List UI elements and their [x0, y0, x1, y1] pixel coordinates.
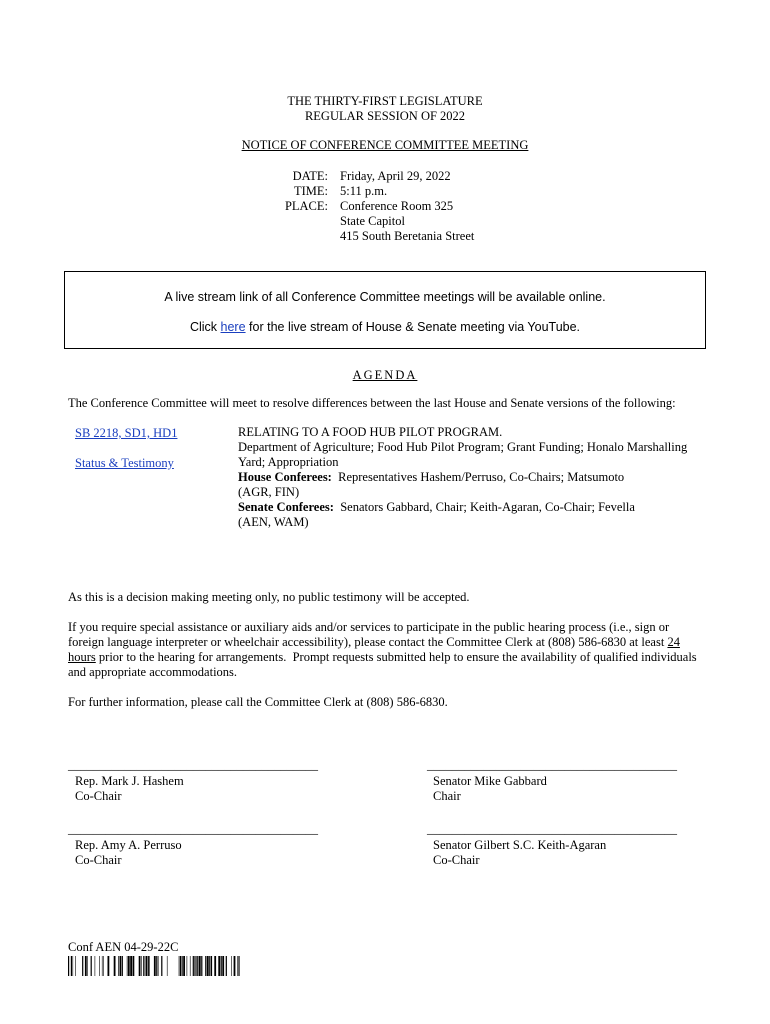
barcode-bar [143, 956, 144, 976]
barcode-bar [197, 956, 198, 976]
signer-title: Chair [433, 789, 461, 803]
house-conferees-names: Representatives Hashem/Perruso, Co-Chairs; Matsumoto [331, 470, 625, 484]
barcode-bar [214, 956, 216, 976]
bill-description: Yard; Appropriation [238, 455, 339, 469]
barcode-bar [179, 956, 180, 976]
live-stream-prefix: Click [189, 320, 221, 334]
barcode-bar [114, 956, 116, 976]
live-stream-notice-box [64, 271, 706, 349]
senate-conferees [238, 500, 635, 516]
no-testimony-notice: As this is a decision making meeting only, no public testimony will be accepted. [68, 590, 470, 604]
live-stream-text: A live stream link of all Conference Committee meetings will be available online. [164, 290, 606, 304]
place-label: PLACE: [284, 199, 328, 213]
barcode-bar [190, 956, 191, 976]
barcode-bar [218, 956, 220, 976]
barcode-bar [154, 956, 156, 976]
status-testimony-link[interactable]: Status & Testimony [75, 456, 174, 470]
barcode-bar [148, 956, 149, 976]
barcode-bar [239, 956, 240, 976]
barcode-bar [193, 956, 194, 976]
signer-name: Senator Gilbert S.C. Keith-Agaran [433, 838, 607, 852]
barcode-bar [73, 956, 74, 976]
house-committees: (AGR, FIN) [238, 485, 300, 499]
signature-line: ________________________________________ [427, 758, 677, 772]
barcode-bar [201, 956, 202, 976]
barcode-bar [133, 956, 135, 976]
barcode-bar [82, 956, 83, 976]
barcode-bar [161, 956, 162, 976]
session-heading: REGULAR SESSION OF 2022 [304, 109, 466, 123]
barcode-bar [75, 956, 76, 976]
barcode-bar [122, 956, 123, 976]
place-line: 415 South Beretania Street [340, 229, 475, 243]
date-label: DATE: [292, 169, 328, 183]
agenda-heading [0, 368, 770, 384]
senate-conferees-names: Senators Gabbard, Chair; Keith-Agaran, Co-Chair; Fevella [333, 500, 635, 514]
barcode-bar [167, 956, 168, 976]
barcode-bar [120, 956, 121, 976]
assistance-paragraph [68, 635, 680, 651]
further-info: For further information, please call the Committee Clerk at (808) 586-6830. [68, 695, 448, 709]
signer-name: Senator Mike Gabbard [433, 774, 547, 788]
live-stream-suffix: for the live stream of House & Senate meeting via YouTube. [245, 320, 581, 334]
barcode-bar [231, 956, 232, 976]
barcode-bar [209, 956, 210, 976]
barcode-bar [127, 956, 128, 976]
signer-title: Co-Chair [75, 853, 122, 867]
barcode-icon [68, 956, 243, 976]
agenda-intro: The Conference Committee will meet to resolve differences between the last House and Senate versions of the following: [68, 396, 676, 410]
live-stream-here-link[interactable]: here [220, 320, 246, 334]
senate-conferees-label: Senate Conferees: [238, 500, 334, 514]
notice-title-text: NOTICE OF CONFERENCE COMMITTEE MEETING [241, 138, 529, 152]
signature-line: ________________________________________ [68, 758, 318, 772]
barcode-bar [91, 956, 92, 976]
assistance-hours-underlined: hours [68, 650, 96, 664]
signer-title: Co-Chair [433, 853, 480, 867]
barcode-bar [68, 956, 69, 976]
barcode-bar [237, 956, 238, 976]
barcode-bar [118, 956, 119, 976]
agenda-heading-text: AGENDA [352, 368, 418, 382]
live-stream-link-line [65, 320, 705, 334]
barcode-bar [238, 956, 239, 976]
barcode-bar [87, 956, 88, 976]
barcode-bar [182, 956, 183, 976]
barcode-bar [146, 956, 147, 976]
barcode-bar [95, 956, 96, 976]
barcode-bar [180, 956, 181, 976]
barcode-bar [194, 956, 195, 976]
barcode-bar [99, 956, 100, 976]
assistance-text: foreign language interpreter or wheelchair accessibility), please contact the Committee Clerk at (808) 586-6830 at least [68, 635, 668, 649]
barcode-bar [199, 956, 201, 976]
assistance-hours-underlined: 24 [667, 635, 680, 649]
place-line: State Capitol [340, 214, 405, 228]
assistance-paragraph [68, 650, 697, 666]
barcode-bar [211, 956, 212, 976]
barcode-bar [141, 956, 142, 976]
barcode-bar [85, 956, 87, 976]
signer-title: Co-Chair [75, 789, 122, 803]
barcode-bar [149, 956, 150, 976]
barcode-bar [102, 956, 103, 976]
barcode-bar [221, 956, 222, 976]
barcode-bar [183, 956, 185, 976]
barcode-bar [234, 956, 236, 976]
signature-line: ________________________________________ [68, 822, 318, 836]
signer-name: Rep. Mark J. Hashem [75, 774, 184, 788]
barcode-bar [103, 956, 104, 976]
date-value: Friday, April 29, 2022 [340, 169, 451, 183]
barcode-bar [207, 956, 209, 976]
barcode-bar [205, 956, 206, 976]
house-conferees-label: House Conferees: [238, 470, 332, 484]
barcode-bar [139, 956, 141, 976]
bill-number-link[interactable]: SB 2218, SD1, HD1 [75, 426, 178, 440]
notice-title [0, 138, 770, 154]
barcode-bar [187, 956, 188, 976]
barcode-bar [128, 956, 130, 976]
assistance-paragraph: If you require special assistance or auxiliary aids and/or services to participate in the public hearing process (i.e., sign or [68, 620, 670, 634]
place-line: Conference Room 325 [340, 199, 454, 213]
barcode-bar [222, 956, 224, 976]
barcode-bar [196, 956, 197, 976]
bill-title: RELATING TO A FOOD HUB PILOT PROGRAM. [238, 425, 503, 439]
barcode-bar [156, 956, 157, 976]
time-value: 5:11 p.m. [340, 184, 388, 198]
bill-description: Department of Agriculture; Food Hub Pilot Program; Grant Funding; Honalo Marshalling [238, 440, 688, 454]
barcode-bar [71, 956, 72, 976]
signature-line: ________________________________________ [427, 822, 677, 836]
assistance-text: prior to the hearing for arrangements. Prompt requests submitted help to ensure the availability of qualified individuals [95, 650, 697, 664]
legislature-heading: THE THIRTY-FIRST LEGISLATURE [287, 94, 483, 108]
barcode-bar [158, 956, 159, 976]
barcode-bar [145, 956, 146, 976]
barcode-bar [226, 956, 227, 976]
house-conferees [238, 470, 624, 486]
time-label: TIME: [293, 184, 328, 198]
barcode-bar [108, 956, 110, 976]
senate-committees: (AEN, WAM) [238, 515, 309, 529]
assistance-paragraph: and appropriate accommodations. [68, 665, 238, 679]
signer-name: Rep. Amy A. Perruso [75, 838, 182, 852]
document-code: Conf AEN 04-29-22C [68, 940, 179, 954]
barcode-bar [130, 956, 132, 976]
